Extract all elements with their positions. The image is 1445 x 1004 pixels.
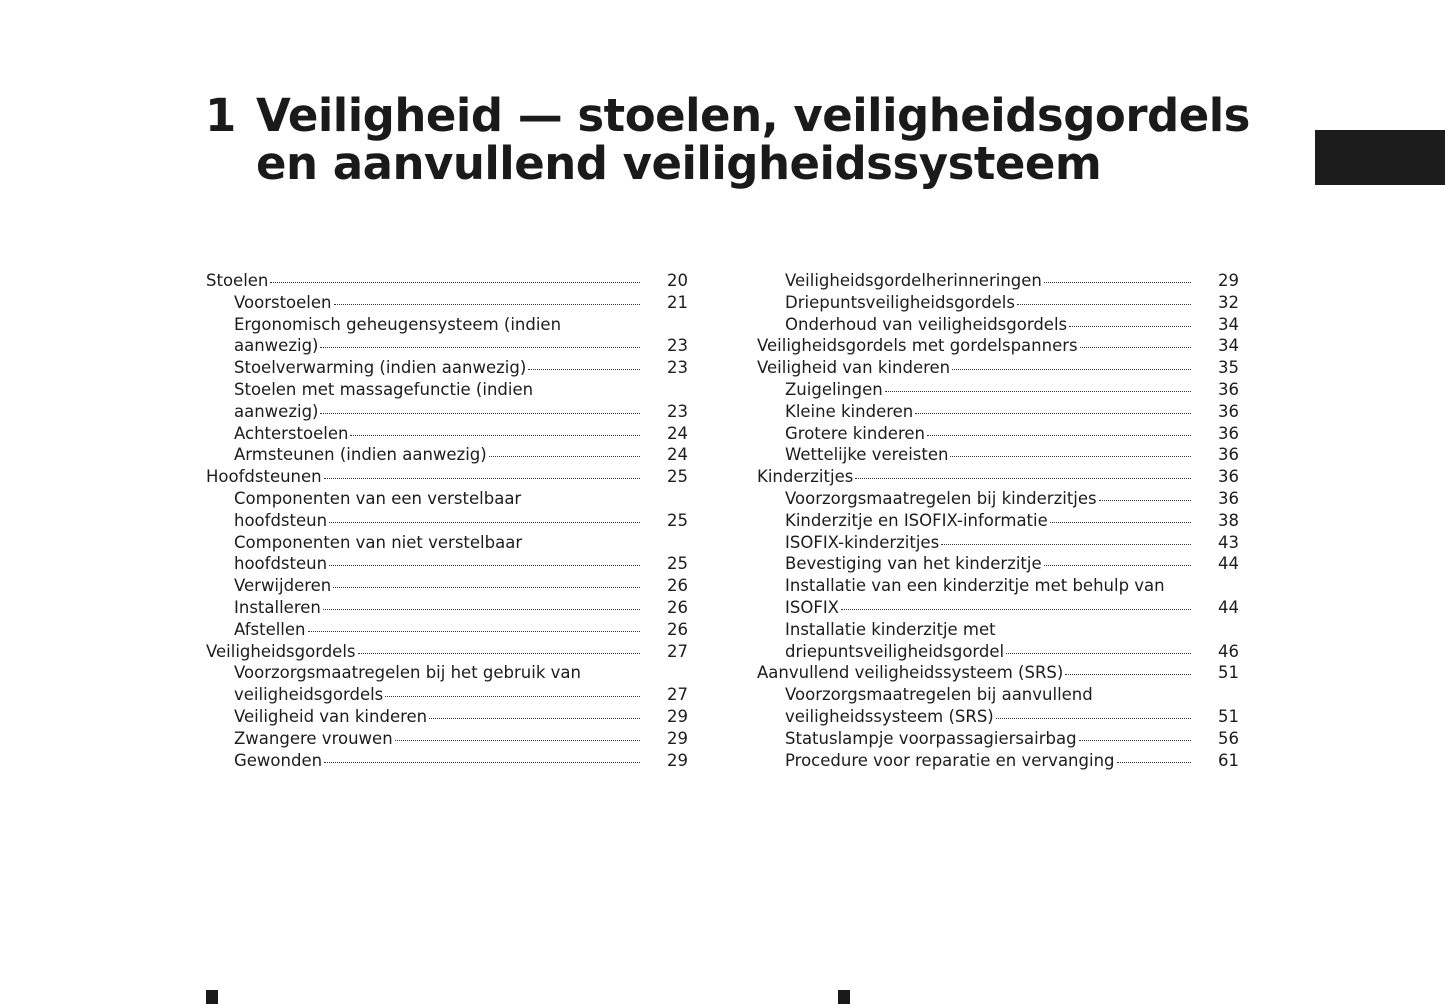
toc-page-number: 46 [1218, 641, 1239, 661]
toc-entry[interactable] [757, 423, 1239, 445]
toc-entry-label: Veiligheid van kinderen [234, 706, 428, 726]
toc-entry-label-line1: Installatie kinderzitje met [785, 619, 996, 639]
toc-entry[interactable] [206, 444, 688, 466]
toc-page-number: 38 [1218, 510, 1239, 530]
toc-entry[interactable] [757, 292, 1239, 314]
chapter-title-line1: Veiligheid — stoelen, veiligheidsgordels [256, 89, 1250, 143]
toc-entry-label: Driepuntsveiligheidsgordels [785, 292, 1015, 312]
toc-entry-label: Statuslampje voorpassagiersairbag [785, 728, 1077, 748]
toc-entry-label: Stoelen [206, 271, 269, 290]
toc-page-number: 36 [1218, 445, 1239, 465]
toc-page-number: 26 [667, 619, 688, 639]
toc-entry-label: Stoelverwarming (indien aanwezig) [234, 358, 527, 378]
toc-page-number: 56 [1218, 728, 1239, 748]
toc-page-number: 61 [1218, 750, 1239, 770]
toc-page-number: 24 [667, 423, 688, 443]
dot-leader [323, 608, 640, 610]
toc-entry-label-line1: Componenten van een verstelbaar [234, 488, 522, 508]
toc-entry[interactable] [206, 684, 688, 706]
toc-entry[interactable] [757, 728, 1239, 750]
chapter-title-line2: en aanvullend veiligheidssysteem [256, 137, 1102, 191]
toc-entry-label: veiligheidssysteem (SRS) [785, 706, 994, 726]
toc-column-right [757, 270, 1239, 771]
toc-page-number: 51 [1218, 663, 1239, 683]
toc-entry[interactable] [757, 641, 1239, 663]
toc-column-left [206, 270, 688, 771]
toc-entry[interactable] [206, 553, 688, 575]
toc-entry[interactable] [757, 314, 1239, 336]
dot-leader [950, 455, 1191, 457]
toc-entry-label: Wettelijke vereisten [785, 445, 949, 465]
toc-entry-label: Verwijderen [234, 576, 332, 596]
toc-entry-label-line1: Voorzorgsmaatregelen bij het gebruik van [234, 663, 581, 683]
dot-leader [1006, 652, 1191, 654]
toc-entry[interactable] [757, 532, 1239, 554]
toc-entry[interactable] [206, 510, 688, 532]
toc-page-number: 23 [667, 401, 688, 421]
toc-page-number: 36 [1218, 379, 1239, 399]
toc-entry[interactable] [206, 575, 688, 597]
toc-page-number: 36 [1218, 488, 1239, 508]
toc-entry[interactable] [757, 510, 1239, 532]
toc-entry-label: Voorzorgsmaatregelen bij kinderzitjes [785, 488, 1097, 508]
dot-leader [855, 477, 1191, 479]
toc-page-number: 29 [667, 728, 688, 748]
toc-page-number: 26 [667, 597, 688, 617]
toc-page-number: 36 [1218, 423, 1239, 443]
dot-leader [1065, 673, 1191, 675]
toc-entry-label: hoofdsteun [234, 510, 328, 530]
toc-page-number: 32 [1218, 292, 1239, 312]
toc-page-number: 35 [1218, 358, 1239, 378]
toc-entry[interactable] [757, 662, 1239, 684]
toc-entry-label-line1: Ergonomisch geheugensysteem (indien [234, 314, 562, 334]
toc-page-number: 36 [1218, 467, 1239, 487]
toc-entry-label: Veiligheidsgordels [206, 641, 356, 661]
toc-page-number: 51 [1218, 706, 1239, 726]
toc-page-number: 34 [1218, 336, 1239, 356]
toc-page-number: 26 [667, 576, 688, 596]
toc-entry-label: Aanvullend veiligheidssysteem (SRS) [757, 663, 1064, 683]
toc-page-number: 23 [667, 336, 688, 356]
toc-entry-label-line1: Stoelen met massagefunctie (indien [234, 379, 534, 399]
toc-entry-label: Zwangere vrouwen [234, 728, 393, 748]
toc-entry[interactable] [757, 401, 1239, 423]
dot-leader [927, 434, 1191, 436]
toc-page-number: 27 [667, 641, 688, 661]
toc-entry-label: Kleine kinderen [785, 401, 914, 421]
toc-entry[interactable] [757, 379, 1239, 401]
toc-entry-label: Grotere kinderen [785, 423, 925, 443]
chapter-tab-marker [1315, 130, 1445, 185]
dot-leader [885, 390, 1191, 392]
dot-leader [324, 761, 640, 763]
toc-entry[interactable] [757, 553, 1239, 575]
toc-entry[interactable] [757, 597, 1239, 619]
dot-leader [1117, 761, 1191, 763]
toc-entry-label: Zuigelingen [785, 379, 883, 399]
chapter-title [205, 89, 1250, 191]
dot-leader [528, 368, 640, 370]
toc-page-number: 29 [1218, 271, 1239, 290]
toc-entry-label: ISOFIX-kinderzitjes [785, 532, 940, 552]
dot-leader [1069, 325, 1191, 327]
toc-entry-label: aanwezig) [234, 401, 319, 421]
dot-leader [429, 717, 640, 719]
toc-page-number: 25 [667, 510, 688, 530]
toc-entry-label-line1: Voorzorgsmaatregelen bij aanvullend [785, 685, 1093, 705]
toc-entry-label: Bevestiging van het kinderzitje [785, 554, 1042, 574]
dot-leader [952, 368, 1191, 370]
dot-leader [996, 717, 1191, 719]
dot-leader [1044, 564, 1191, 566]
toc-page-number: 43 [1218, 532, 1239, 552]
toc-entry[interactable] [206, 335, 688, 357]
crop-mark-left [206, 990, 218, 1004]
toc-entry-label: ISOFIX [785, 597, 839, 617]
dot-leader [489, 455, 640, 457]
toc-entry[interactable] [757, 750, 1239, 772]
crop-mark-center [838, 990, 850, 1004]
toc-entry-label: Kinderzitjes [757, 467, 854, 487]
toc-entry[interactable] [757, 270, 1239, 292]
toc-entry-label: Afstellen [234, 619, 306, 639]
toc-entry[interactable] [757, 444, 1239, 466]
toc-entry[interactable] [757, 357, 1239, 379]
toc-entry-label: Veiligheid van kinderen [757, 358, 951, 378]
dot-leader [333, 586, 640, 588]
dot-leader [395, 739, 640, 741]
toc-page-number: 20 [667, 271, 688, 290]
toc-page-number: 29 [667, 750, 688, 770]
toc-entry-label: driepuntsveiligheidsgordel [785, 641, 1005, 661]
toc-page-number: 44 [1218, 597, 1239, 617]
toc-entry[interactable] [206, 401, 688, 423]
toc-entry-label: Voorstoelen [234, 292, 332, 312]
dot-leader [308, 630, 640, 632]
toc-page-number: 25 [667, 554, 688, 574]
toc-entry-label: Onderhoud van veiligheidsgordels [785, 314, 1068, 334]
toc-entry[interactable] [206, 641, 688, 663]
dot-leader [1017, 303, 1191, 305]
dot-leader [320, 412, 640, 414]
dot-leader [324, 477, 640, 479]
toc-entry-label: Gewonden [234, 750, 323, 770]
toc-entry-label: Achterstoelen [234, 423, 349, 443]
dot-leader [1079, 739, 1191, 741]
toc-page-number: 23 [667, 358, 688, 378]
toc-entry[interactable] [757, 488, 1239, 510]
dot-leader [270, 281, 640, 283]
toc-page-number: 24 [667, 445, 688, 465]
toc-entry-label: Kinderzitje en ISOFIX-informatie [785, 510, 1048, 530]
dot-leader [841, 608, 1191, 610]
toc-entry[interactable] [757, 706, 1239, 728]
dot-leader [1099, 499, 1191, 501]
toc-entry-label: Armsteunen (indien aanwezig) [234, 445, 487, 465]
toc-entry[interactable] [206, 270, 688, 292]
toc-page-number: 29 [667, 706, 688, 726]
dot-leader [320, 346, 640, 348]
toc-entry[interactable] [757, 335, 1239, 357]
toc-entry-label: aanwezig) [234, 336, 319, 356]
toc-entry-label: Veiligheidsgordels met gordelspanners [757, 336, 1078, 356]
toc-entry-label-line1: Installatie van een kinderzitje met behulp van [785, 576, 1165, 596]
toc-page-number: 25 [667, 467, 688, 487]
toc-entry[interactable] [206, 292, 688, 314]
dot-leader [1080, 346, 1191, 348]
toc-entry[interactable] [206, 597, 688, 619]
toc-entry[interactable] [206, 619, 688, 641]
dot-leader [358, 652, 640, 654]
toc-entry[interactable] [206, 728, 688, 750]
toc-entry[interactable] [206, 706, 688, 728]
dot-leader [1050, 521, 1191, 523]
dot-leader [329, 521, 640, 523]
dot-leader [915, 412, 1191, 414]
toc-page-number: 44 [1218, 554, 1239, 574]
dot-leader [334, 303, 641, 305]
toc-entry-label: Hoofdsteunen [206, 467, 322, 487]
dot-leader [350, 434, 640, 436]
toc-entry[interactable] [206, 466, 688, 488]
dot-leader [385, 695, 640, 697]
toc-entry-label: hoofdsteun [234, 554, 328, 574]
toc-entry[interactable] [757, 466, 1239, 488]
chapter-number: 1 [205, 89, 236, 143]
dot-leader [1044, 281, 1191, 283]
toc-entry-label: Installeren [234, 597, 321, 617]
dot-leader [941, 543, 1191, 545]
toc-page-number: 34 [1218, 314, 1239, 334]
toc-entry[interactable] [206, 357, 688, 379]
toc-page-number: 36 [1218, 401, 1239, 421]
toc-entry-label: Procedure voor reparatie en vervanging [785, 750, 1115, 770]
dot-leader [329, 564, 640, 566]
toc-page-number: 27 [667, 685, 688, 705]
toc-entry[interactable] [206, 750, 688, 772]
toc-entry-label: Veiligheidsgordelherinneringen [785, 271, 1042, 290]
toc-entry[interactable] [206, 423, 688, 445]
toc-entry-label-line1: Componenten van niet verstelbaar [234, 532, 523, 552]
toc-entry-label: veiligheidsgordels [234, 685, 384, 705]
toc-page-number: 21 [667, 292, 688, 312]
